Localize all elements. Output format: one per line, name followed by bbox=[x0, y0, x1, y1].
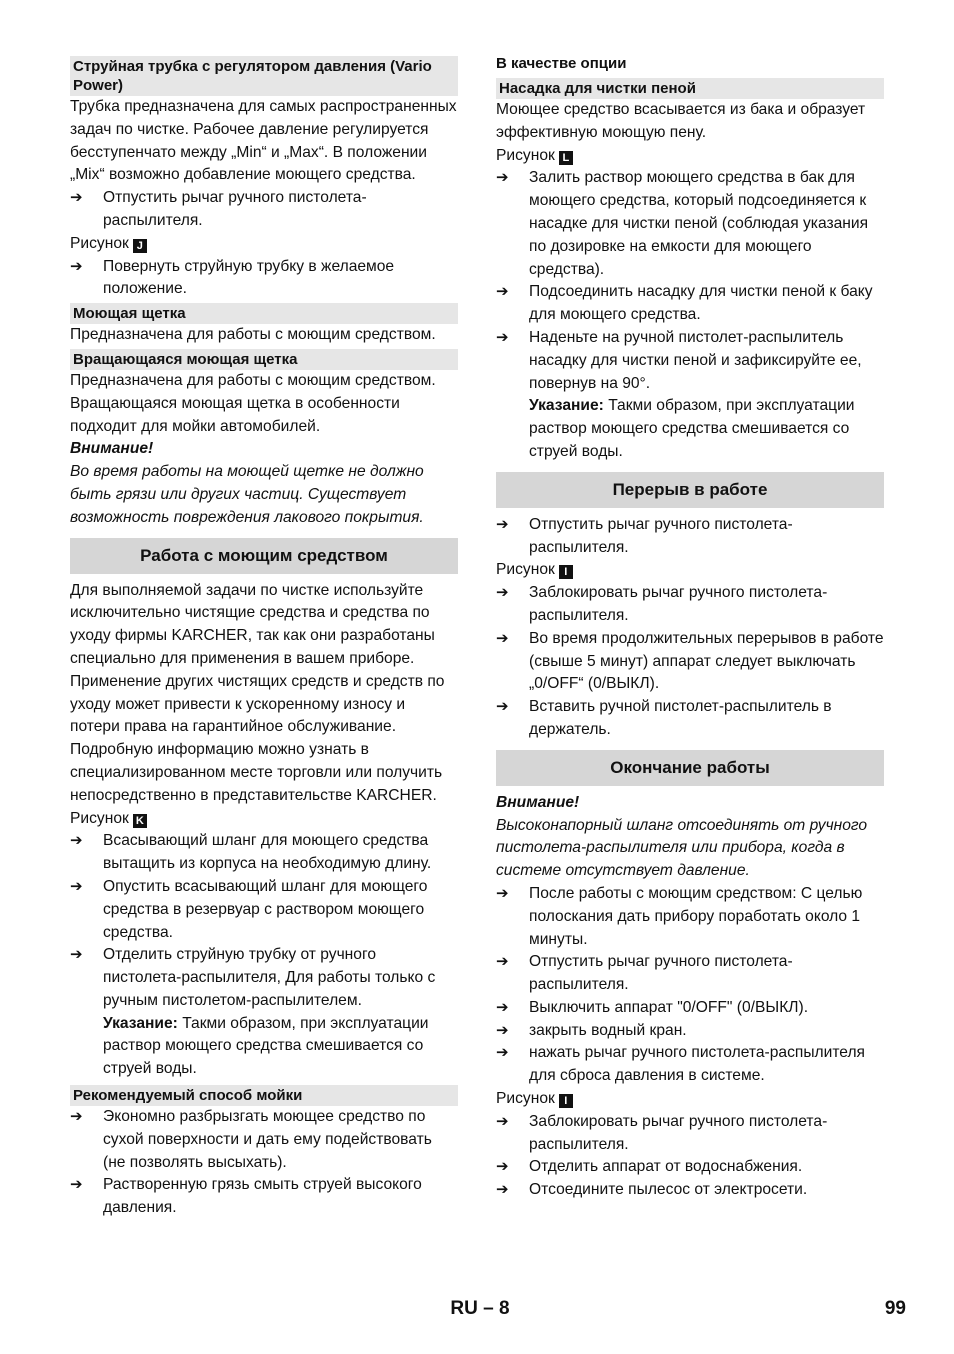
step-item bbox=[496, 514, 884, 560]
section-heading-end: Окончание работы bbox=[496, 750, 884, 786]
figure-label: Рисунок bbox=[496, 561, 555, 579]
step-text: нажать рычаг ручного пистолета-распылителя для сброса давления в системе. bbox=[529, 1044, 865, 1085]
step-text: Наденьте на ручной пистолет-распылитель насадку для чистки пеной и зафиксируйте ее, повернув на 90°. bbox=[529, 328, 862, 392]
step-item bbox=[496, 883, 884, 951]
figure-reference bbox=[70, 808, 458, 831]
step-item bbox=[496, 1156, 884, 1179]
option-heading: В качестве опции bbox=[496, 55, 627, 72]
figure-label: Рисунок bbox=[496, 146, 555, 164]
figure-letter-icon: L bbox=[559, 151, 573, 165]
step-text: Во время продолжительных перерывов в работе (свыше 5 минут) аппарат следует выключать „0/OFF“ (0/ВЫКЛ). bbox=[529, 629, 884, 693]
attention-label: Внимание! bbox=[70, 440, 154, 458]
figure-letter-icon: J bbox=[133, 239, 147, 253]
note-label: Указание: bbox=[103, 1014, 178, 1032]
figure-letter-icon: I bbox=[559, 1094, 573, 1108]
arrow-icon: ➔ bbox=[496, 1044, 509, 1062]
arrow-icon: ➔ bbox=[70, 1108, 83, 1126]
rotating-brush-text: Предназначена для работы с моющим средством. Вращающаяся моющая щетка в особенности подходит для мойки автомобилей. bbox=[70, 371, 436, 435]
section-heading-detergent: Работа с моющим средством bbox=[70, 538, 458, 574]
step-text: Отделить струйную трубку от ручного пистолета-распылителя, Для работы только с ручным пистолетом-распылителем. bbox=[103, 946, 436, 1009]
step-item bbox=[496, 582, 884, 628]
figure-reference bbox=[496, 559, 884, 582]
step-text: Залить раствор моющего средства в бак для моющего средства, который подсоединяется к насадке для чистки пеной (соблюдая указания по дозировке на емкости для моющего средства). bbox=[529, 169, 869, 278]
note-paragraph bbox=[70, 1013, 458, 1081]
step-text: Отпустить рычаг ручного пистолета-распылителя. bbox=[103, 189, 367, 229]
figure-label: Рисунок bbox=[70, 234, 129, 252]
arrow-icon: ➔ bbox=[496, 584, 509, 602]
step-item bbox=[70, 1174, 458, 1220]
step-item bbox=[70, 256, 458, 302]
arrow-icon: ➔ bbox=[496, 884, 509, 902]
arrow-icon: ➔ bbox=[70, 877, 83, 895]
figure-label: Рисунок bbox=[496, 1090, 555, 1108]
arrow-icon: ➔ bbox=[496, 515, 509, 533]
step-text: Заблокировать рычаг ручного пистолета-распылителя. bbox=[529, 1112, 828, 1153]
step-item bbox=[496, 628, 884, 696]
arrow-icon: ➔ bbox=[70, 832, 83, 850]
arrow-icon: ➔ bbox=[496, 328, 509, 346]
figure-label: Рисунок bbox=[70, 809, 129, 827]
step-item bbox=[496, 1042, 884, 1088]
step-text: Опустить всасывающий шланг для моющего средства в резервуар с раствором моющего средства. bbox=[103, 877, 428, 941]
brush-text: Предназначена для работы с моющим средством. bbox=[70, 326, 436, 344]
section-heading-break: Перерыв в работе bbox=[496, 472, 884, 508]
step-item bbox=[496, 997, 884, 1020]
step-text: Экономно разбрызгать моющее средство по сухой поверхности и дать ему подействовать (не позволять высыхать). bbox=[103, 1108, 432, 1171]
step-item bbox=[496, 951, 884, 997]
arrow-icon: ➔ bbox=[70, 257, 83, 275]
step-item bbox=[70, 187, 458, 233]
step-text: Подсоединить насадку для чистки пеной к баку для моющего средства. bbox=[529, 283, 873, 324]
left-column bbox=[70, 54, 458, 1220]
note-text: Такми образом, при эксплуатации раствор моющего средства смешивается со струей воды. bbox=[103, 1014, 429, 1078]
step-text: Заблокировать рычаг ручного пистолета-распылителя. bbox=[529, 584, 828, 624]
step-item bbox=[70, 944, 458, 1012]
arrow-icon: ➔ bbox=[496, 1021, 509, 1039]
note-paragraph bbox=[496, 395, 884, 463]
step-item bbox=[496, 1179, 884, 1202]
figure-letter-icon: K bbox=[133, 814, 147, 828]
right-column bbox=[496, 54, 884, 1202]
arrow-icon: ➔ bbox=[496, 953, 509, 971]
section-heading-vario: Струйная трубка с регулятором давления (Vario Power) bbox=[70, 56, 458, 96]
arrow-icon: ➔ bbox=[496, 698, 509, 716]
warning-text: Высоконапорный шланг отсоединять от ручного пистолета-распылителя или прибора, когда в системе отсутствует давление. bbox=[496, 816, 868, 880]
section-heading-method: Рекомендуемый способ мойки bbox=[70, 1085, 458, 1106]
step-item bbox=[70, 830, 458, 876]
step-text: Повернуть струйную трубку в желаемое положение. bbox=[103, 257, 395, 298]
detergent-text: Для выполняемой задачи по чистке используйте исключительно чистящие средства и средства по уходу фирмы KARCHER, так как они разработаны специально для применения в вашем приборе. Применение других чистящих средств и средств по уходу может привести к ускоренному износу и потери права на гарантийное обслуживание. Подробную информацию можно узнать в специализированном месте торговли или получить непосредственно в представительстве KARCHER. bbox=[70, 581, 445, 804]
note-label: Указание: bbox=[529, 397, 604, 415]
arrow-icon: ➔ bbox=[496, 998, 509, 1016]
warning-text: Во время работы на моющей щетке не должно быть грязи или других частиц. Существует возможность повреждения лакового покрытия. bbox=[70, 463, 424, 526]
footer-section-label: RU – 8 bbox=[450, 1298, 510, 1319]
step-text: После работы с моющим средством: С целью полоскания дать прибору поработать около 1 минуты. bbox=[529, 884, 863, 948]
step-item bbox=[70, 1106, 458, 1174]
step-text: Вставить ручной пистолет-распылитель в держатель. bbox=[529, 698, 832, 738]
step-item bbox=[496, 1020, 884, 1043]
arrow-icon: ➔ bbox=[496, 1181, 509, 1199]
step-item bbox=[496, 167, 884, 281]
step-item bbox=[496, 281, 884, 327]
step-item bbox=[70, 876, 458, 944]
section-heading-rotating-brush: Вращающаяся моющая щетка bbox=[70, 349, 458, 370]
step-text: Отпустить рычаг ручного пистолета-распылителя. bbox=[529, 953, 793, 994]
figure-letter-icon: I bbox=[559, 565, 573, 579]
vario-text: Трубка предназначена для самых распространенных задач по чистке. Рабочее давление регулируется бесступенчато между „Min“ и „Max“. В положении „Mix“ возможно добавление моющего средства. bbox=[70, 98, 457, 184]
section-heading-brush: Моющая щетка bbox=[70, 303, 458, 324]
step-text: Отделить аппарат от водоснабжения. bbox=[529, 1158, 803, 1176]
page-number: 99 bbox=[884, 1298, 906, 1319]
arrow-icon: ➔ bbox=[496, 1112, 509, 1130]
step-item bbox=[496, 327, 884, 395]
arrow-icon: ➔ bbox=[496, 1158, 509, 1176]
arrow-icon: ➔ bbox=[496, 169, 509, 187]
figure-reference bbox=[496, 145, 884, 168]
step-text: Растворенную грязь смыть струей высокого давления. bbox=[103, 1176, 422, 1217]
arrow-icon: ➔ bbox=[70, 189, 83, 207]
arrow-icon: ➔ bbox=[496, 283, 509, 301]
step-text: Выключить аппарат "0/OFF" (0/ВЫКЛ). bbox=[529, 998, 809, 1016]
arrow-icon: ➔ bbox=[70, 946, 83, 964]
step-item bbox=[496, 1111, 884, 1157]
foam-text: Моющее средство всасывается из бака и образует эффективную моющую пену. bbox=[496, 101, 866, 141]
arrow-icon: ➔ bbox=[496, 629, 509, 647]
note-text: Такми образом, при эксплуатации раствор моющего средства смешивается со струей воды. bbox=[529, 397, 855, 460]
step-text: Отсоедините пылесос от электросети. bbox=[529, 1181, 808, 1199]
step-text: Отпустить рычаг ручного пистолета-распылителя. bbox=[529, 515, 793, 556]
attention-label: Внимание! bbox=[496, 793, 580, 811]
figure-reference bbox=[70, 233, 458, 256]
step-text: Всасывающий шланг для моющего средства вытащить из корпуса на необходимую длину. bbox=[103, 832, 432, 873]
arrow-icon: ➔ bbox=[70, 1176, 83, 1194]
figure-reference bbox=[496, 1088, 884, 1111]
section-heading-foam: Насадка для чистки пеной bbox=[496, 78, 884, 99]
step-item bbox=[496, 696, 884, 742]
step-text: закрыть водный кран. bbox=[529, 1021, 687, 1039]
